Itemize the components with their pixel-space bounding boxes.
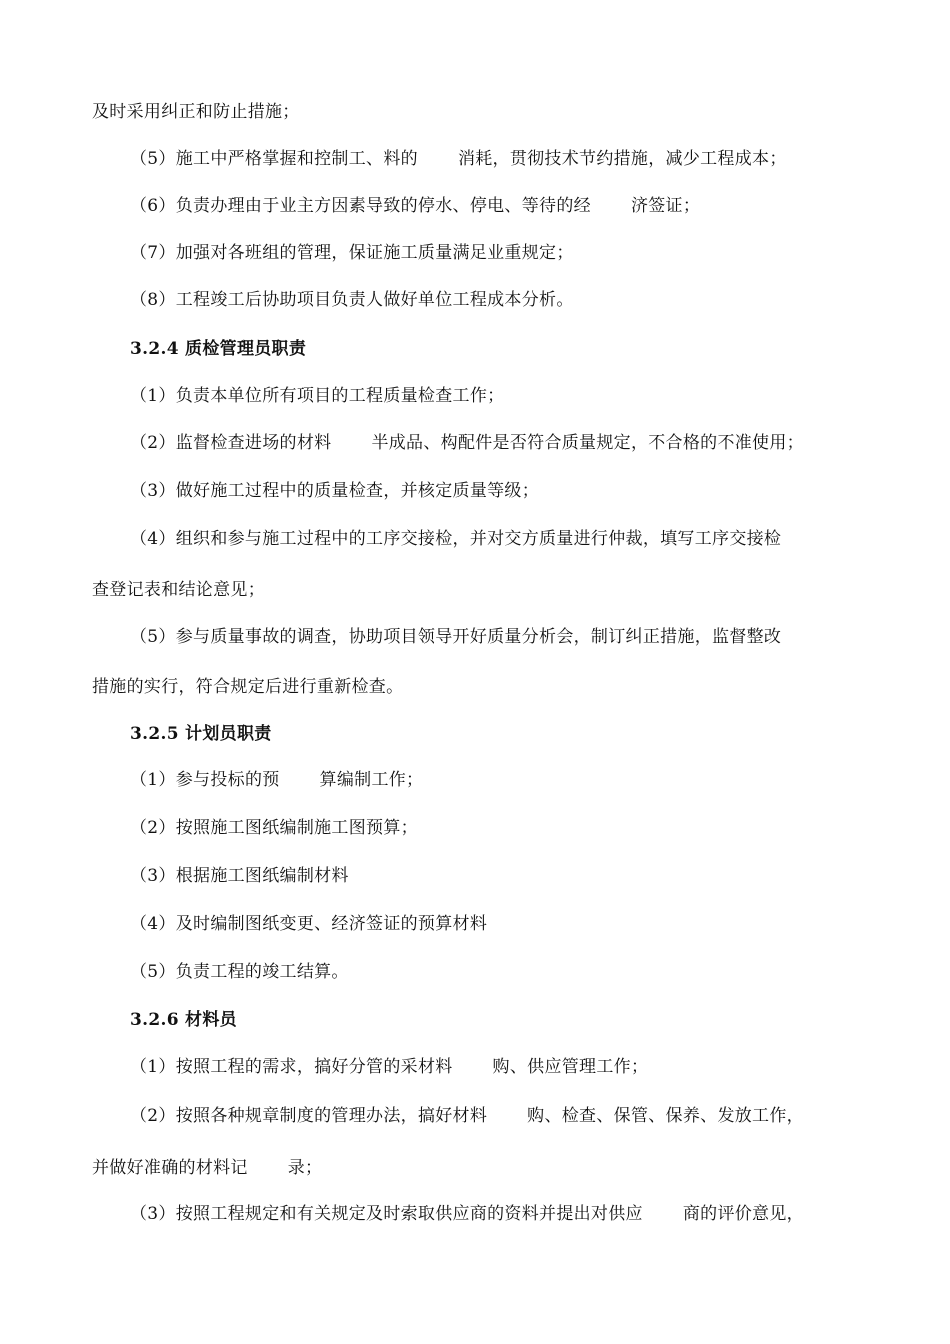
line-text: 采 [400,1057,418,1077]
line-text: （2）按照各种规章制度的管理办法， [130,1106,418,1126]
line-text: （2）按照施工图纸编制施工图预算； [130,818,418,838]
line-text: （2）监督检查进场的 [130,433,297,453]
line-text: 材 [296,433,315,453]
paragraph-line [92,1156,322,1180]
paragraph-line [130,1055,648,1079]
line-text: 并做好准确的 [92,1158,196,1178]
paragraph-line [130,479,539,503]
line-text: 购、检查、保管、保养、发放工作， [527,1106,804,1126]
paragraph-line [130,816,418,840]
paragraph-line [130,241,574,265]
line-text: 并提出对供应 [539,1204,643,1224]
line-text: 记 [230,1158,248,1178]
line-text: 料 [314,433,332,453]
line-text: （8）工程竣工后协助项目负责人做好单位工程成本分析。 [130,290,574,310]
heading-text: 3.2.5 计划员职责 [130,724,272,744]
line-text: （3）根据施工图纸编 [130,866,297,886]
line-text: （1）负责本单位所有项目的工程质量检查工作； [130,386,505,406]
line-text: 制 [296,866,315,886]
line-text: （5）施工中严格掌握和控制工、料 [130,149,401,169]
section-heading [130,1008,237,1032]
line-text: 算编制工作； [319,770,424,790]
paragraph-line [130,384,504,408]
line-text: （1）按照工程的需求，搞好分管的 [130,1057,401,1077]
line-text: （5）负责工程的竣工结算。 [130,962,349,982]
line-text: 购、供应管理工作； [492,1057,649,1077]
paragraph-line [130,527,781,551]
paragraph-line [92,100,300,124]
line-text: 的经 [556,196,591,216]
section-heading [130,722,272,746]
line-text: 措施的实行，符合规定后进行重新检查。 [92,677,404,697]
line-text: （5）参与质量事故的调查，协助项目领导开好质量分析会，制订纠正措施，监督整改 [130,627,782,647]
line-text: 材料 [314,866,349,886]
paragraph-line [130,147,787,171]
line-text: （3）做好施工过程中的质量检查，并核定质量等级； [130,481,540,501]
line-text: （4）组织和参与施工过程中的工序交接检，并对交方质量进行仲裁，填写工序交接检 [130,529,782,549]
paragraph-line [130,864,349,888]
line-text: 消耗，贯彻技术节约措施，减少工程成本； [457,149,787,169]
line-text: 材料 [195,1158,231,1178]
line-text: 半成品、构配件是否符合质量规定，不合格的不准使用； [371,433,804,453]
line-text: 算 [435,914,453,934]
paragraph-line [130,431,804,455]
line-text: 搞 [417,1106,436,1126]
paragraph-line [130,768,423,792]
line-text: 的预 [244,770,280,790]
paragraph-line [130,912,487,936]
line-text: 及时采用纠正和防止措施； [92,102,300,122]
line-text: （4）及时编制图纸变更、经济签证的预 [130,914,436,934]
line-text: （1）参与投 [130,770,228,790]
paragraph-line [130,1202,804,1226]
line-text: 录； [287,1158,323,1178]
line-text: 的 [400,149,418,169]
line-text: 商的评价意见， [682,1204,804,1224]
line-text: 标 [227,770,245,790]
line-text: （7）加强对各班组的管理，保证施工质量满足业重规定； [130,243,574,263]
section-heading [130,337,306,361]
line-text: 材料 [452,914,488,934]
paragraph-line [92,675,403,699]
paragraph-line [130,625,781,649]
line-text: 待 [539,196,557,216]
line-text: 好材料 [435,1106,488,1126]
line-text: 济签证； [630,196,701,216]
line-text: （3）按照工程规定和有关规定及时索取供应商的资 [130,1204,522,1224]
heading-text: 3.2.6 材料员 [130,1010,237,1030]
paragraph-line [130,288,574,312]
heading-text: 3.2.4 质检管理员职责 [130,339,307,359]
line-text: 料 [521,1204,540,1224]
line-text: 查登记表和结论意见； [92,580,265,600]
paragraph-line [130,1104,804,1128]
line-text: （6）负责办理由于业主方因素导致的停水、停电、等 [130,196,540,216]
paragraph-line [130,194,700,218]
paragraph-line [92,578,265,602]
paragraph-line [130,960,349,984]
line-text: 材料 [417,1057,453,1077]
